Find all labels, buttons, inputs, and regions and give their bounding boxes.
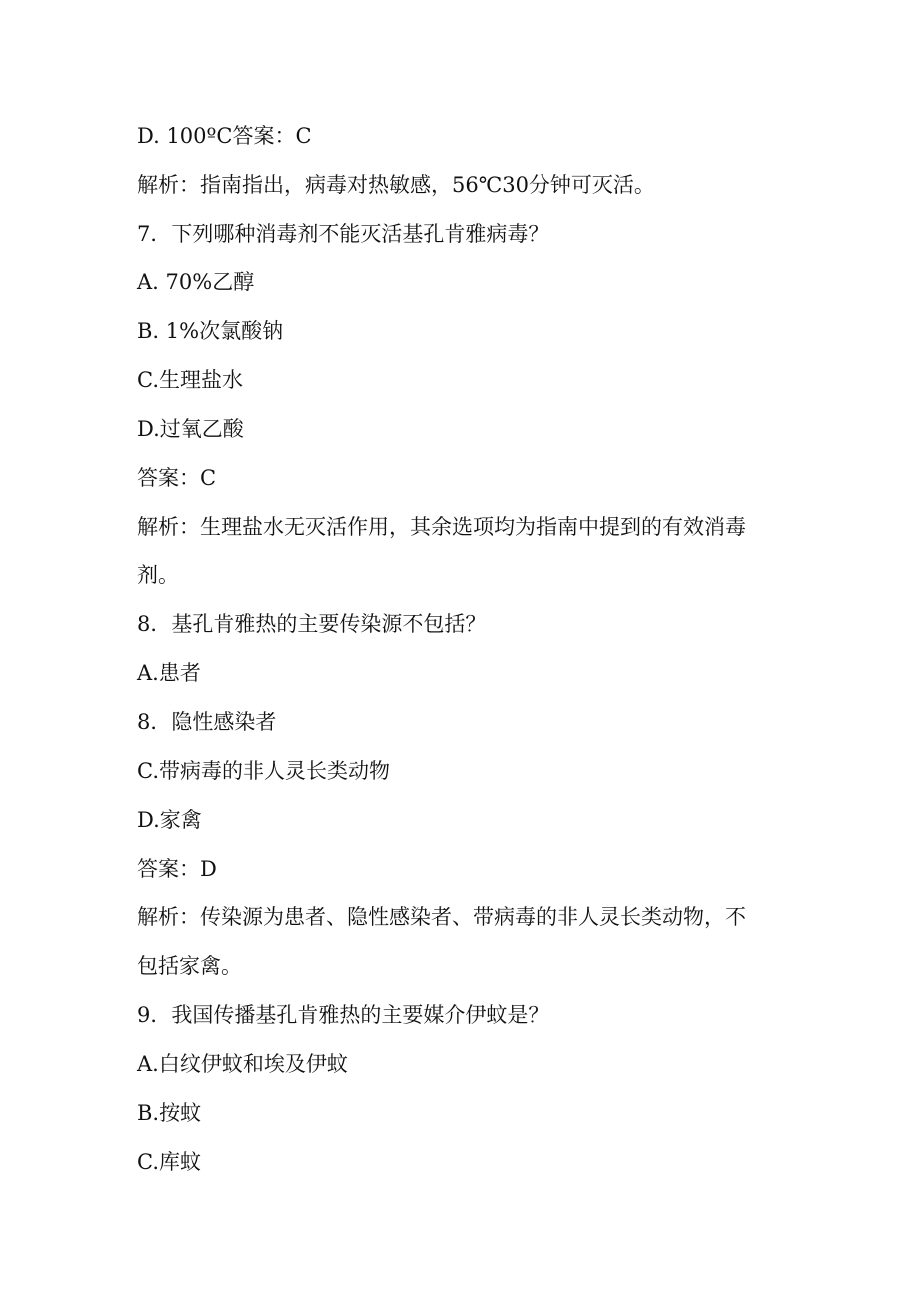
option-line: D.家禽 xyxy=(137,808,202,832)
option-line: A. 70%乙醇 xyxy=(137,270,255,294)
option-line: D.过氧乙酸 xyxy=(137,417,244,441)
question-line: 8．基孔肯雅热的主要传染源不包括？ xyxy=(137,612,487,636)
question-line: 9．我国传播基孔肯雅热的主要媒介伊蚊是？ xyxy=(137,1003,550,1027)
option-line: A.患者 xyxy=(137,661,201,685)
option-line: B. 1%次氯酸钠 xyxy=(137,319,284,343)
option-line: C.生理盐水 xyxy=(137,368,243,392)
answer-line: 答案：C xyxy=(137,466,217,490)
option-line: C.库蚊 xyxy=(137,1150,201,1174)
explanation-line: 解析：生理盐水无灭活作用，其余选项均为指南中提到的有效消毒 xyxy=(137,515,746,539)
explanation-line: 解析：传染源为患者、隐性感染者、带病毒的非人灵长类动物，不 xyxy=(137,905,746,929)
option-line: 8．隐性感染者 xyxy=(137,710,277,734)
option-line: C.带病毒的非人灵长类动物 xyxy=(137,759,390,783)
question-line: 7．下列哪种消毒剂不能灭活基孔肯雅病毒？ xyxy=(137,222,550,246)
option-line: A.白纹伊蚊和埃及伊蚊 xyxy=(137,1052,348,1076)
explanation-line: 解析：指南指出，病毒对热敏感，56℃30分钟可灭活。 xyxy=(137,173,655,197)
explanation-line: 剂。 xyxy=(137,563,179,587)
answer-line: 答案：D xyxy=(137,857,217,881)
option-line: B.按蚊 xyxy=(137,1101,202,1125)
explanation-line: 包括家禽。 xyxy=(137,954,242,978)
option-line: D. 100ºC答案：C xyxy=(137,124,312,148)
